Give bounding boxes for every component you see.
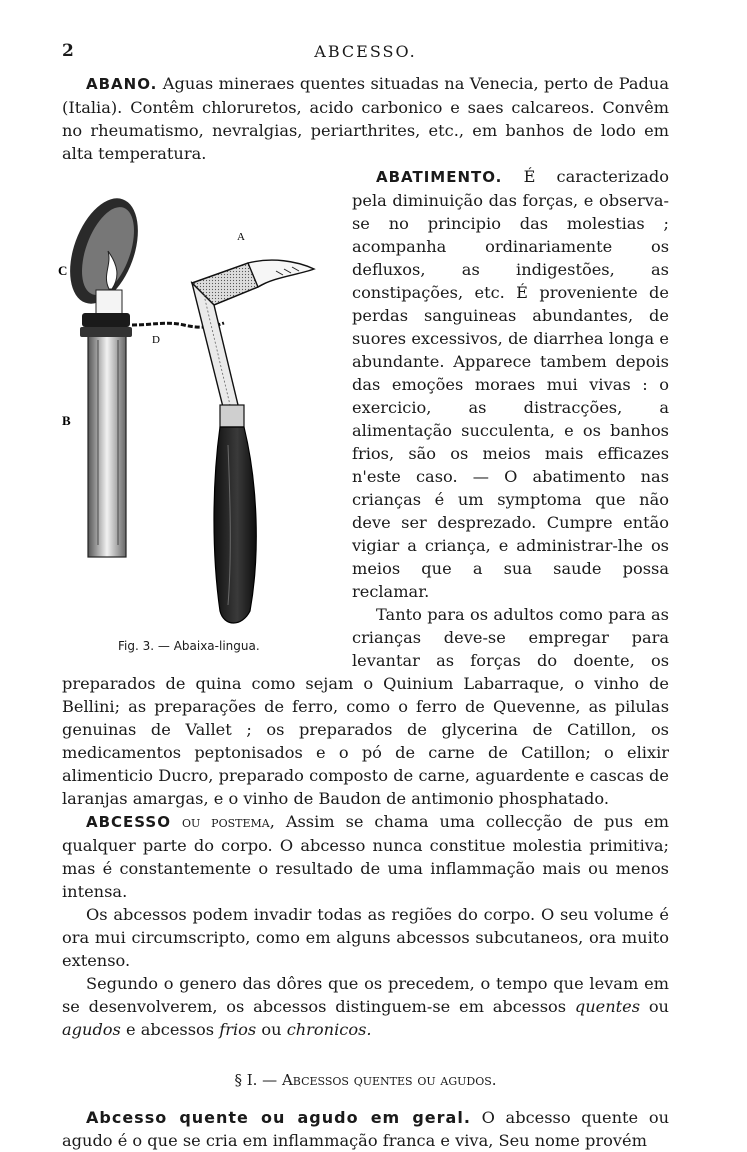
- subentry-headword: Abcesso quente ou agudo em geral.: [86, 1108, 471, 1127]
- running-head: ABCESSO.: [314, 42, 417, 61]
- entry-abano: [62, 72, 669, 165]
- para3-ou-2: ou: [261, 1020, 282, 1039]
- entry-abatimento-text: É caracterizado pela diminuição das forças, e observa-se no principio das molestias ; acompanha ordinariamente os defluxos, as indigestões, as constipações, etc. É proveniente de perdas sanguineas abundantes, de suores excessivos, de diarrhea longa e abundante. Apparece tambem depois das emoções moraes mui vivas : o exercicio, as distracções, a alimentação succulenta, e os banhos frios, são os meios mais efficazes n'este caso. — O abatimento nas crianças é um symptoma que não deve ser desprezado. Cumpre então vigiar a criança, e administrar-lhe os meios que a sua saude possa reclamar.: [352, 167, 669, 601]
- figure-label-b: B: [62, 413, 71, 428]
- figure-label-a: A: [237, 231, 245, 243]
- para3-e-abcessos: e abcessos: [126, 1020, 215, 1039]
- term-frios: frios: [219, 1020, 257, 1039]
- subentry-text: O abcesso quente ou agudo é o que se cria em inflammação franca e viva, Seu nome provém: [62, 1108, 669, 1150]
- abcesso-synonym: ou postema,: [181, 812, 275, 831]
- entry-abcesso: [62, 810, 669, 903]
- term-chronicos: chronicos.: [286, 1020, 372, 1039]
- abcesso-paragraph-2: Os abcessos podem invadir todas as regiões do corpo. O seu volume é ora mui circumscripto, como em alguns abcessos subcutaneos, ora muito extenso.: [62, 905, 669, 970]
- entry-abano-text: Aguas mineraes quentes situadas na Venecia, perto de Padua (Italia). Contêm chloruretos, acido carbonico e saes calcareos. Convêm no rheumatismo, nevralgias, periarthrites, etc., em banhos de lodo em alta temperatura.: [62, 74, 669, 163]
- para3-text: Segundo o genero das dôres que os precedem, o tempo que levam em se desenvolverem, os abcessos distinguem-se em abcessos: [62, 974, 669, 1016]
- headword-abcesso: ABCESSO: [86, 813, 171, 831]
- para3-ou: ou: [648, 997, 669, 1016]
- figure-label-c: C: [58, 263, 68, 278]
- figure-abaixa-lingua: [52, 165, 342, 657]
- tongue-depressor-illustration: [52, 165, 342, 635]
- page-number: 2: [62, 41, 74, 61]
- figure-label-d: D: [152, 334, 160, 346]
- subentry-abcesso-quente: [62, 1106, 669, 1152]
- abcesso-paragraph-3: [62, 972, 669, 1041]
- entry-abatimento-continuation: Tanto para os adultos como para as crianças deve-se empregar para levantar as forças do doente, os preparados de quina como sejam o Quinium Labarraque, o vinho de Bellini; as preparações de ferro, como o ferro de Quevenne, as pilulas genuinas de Vallet ; os preparados de glycerina de Catillon, os medicamentos peptonisados e o pó de carne de Catillon; o elixir alimenticio Ducro, preparado composto de carne, aguardente e cascas de laranjas amargas, e o vinho de Baudon de antimonio phosphatado.: [62, 605, 669, 808]
- section-title: § I. — Abcessos quentes ou agudos.: [234, 1071, 497, 1089]
- headword-abatimento: ABATIMENTO.: [376, 168, 503, 186]
- headword-abano: ABANO.: [86, 75, 158, 93]
- term-quentes: quentes: [574, 997, 641, 1016]
- entry-abcesso-text: Assim se chama uma collecção de pus em qualquer parte do corpo. O abcesso nunca constitue molestia primitiva; mas é constantemente o resultado de uma inflammação mais ou menos intensa.: [62, 812, 669, 901]
- page-header: [62, 40, 669, 66]
- figure-caption: Fig. 3. — Abaixa-lingua.: [118, 639, 260, 653]
- term-agudos: agudos: [62, 1020, 121, 1039]
